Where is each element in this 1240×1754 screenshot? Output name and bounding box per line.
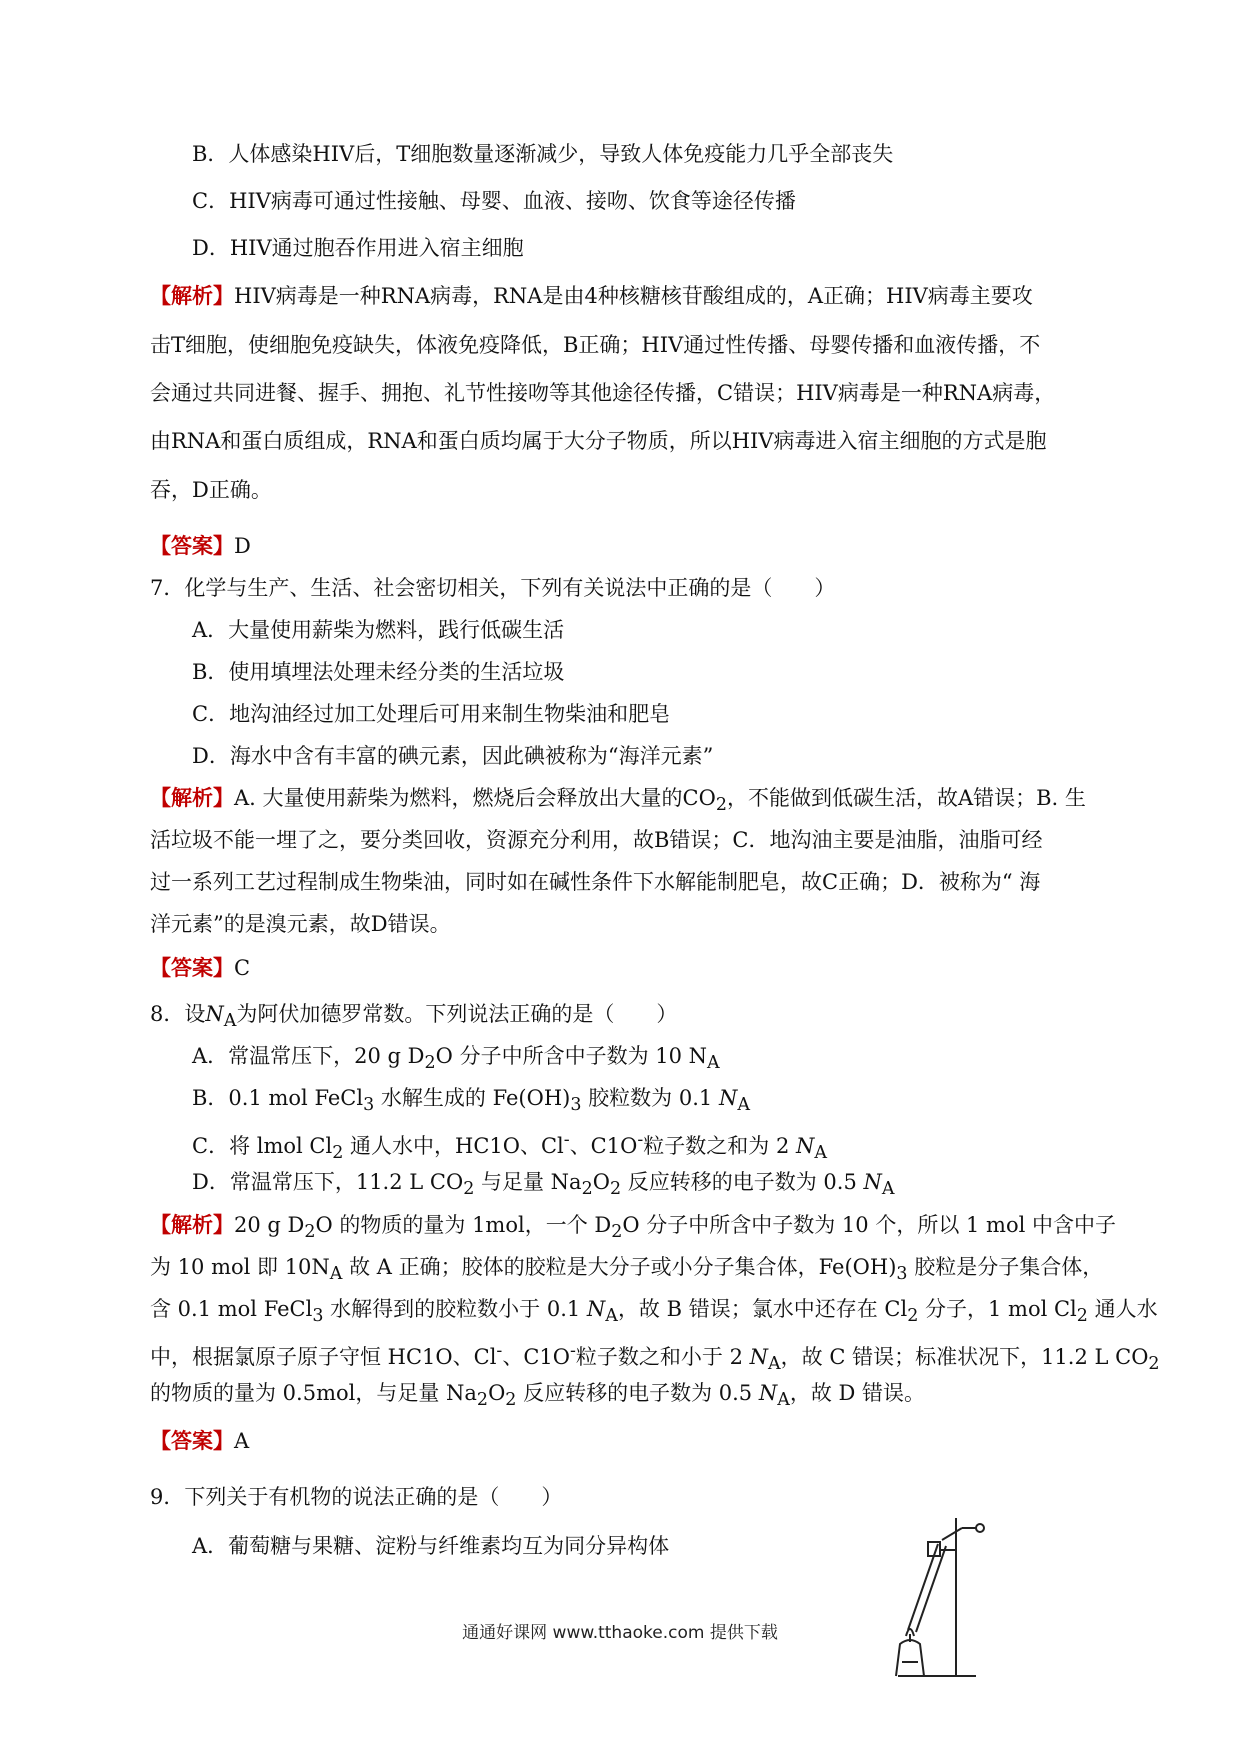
q6-analysis-line-4: 由RNA和蛋白质组成，RNA和蛋白质均属于大分子物质，所以HIV病毒进入宿主细胞的方式是胞 (150, 429, 1047, 453)
q7-analysis-line-1 (150, 783, 1086, 820)
q8-analysis-line-2: 为 10 mol 即 $10N_A$ 故 A 正确；胶体的胶粒是大分子或小分子集合体，$Fe(OH)_3$ 胶粒是分子集合体， (150, 1255, 1104, 1285)
analysis-tag: 【解析】 (150, 785, 234, 810)
q8-stem-na: N (205, 1002, 224, 1026)
q9-stem: 9．下列关于有机物的说法正确的是（ ） (150, 1485, 563, 1509)
lab-apparatus-illustration (858, 1512, 1008, 1680)
q6-option-b: B．人体感染HIV后，T细胞数量逐渐减少，导致人体免疫能力几乎全部丧失 (192, 142, 894, 166)
footer-download-note: 通通好课网 www.tthaoke.com 提供下载 (462, 1623, 778, 1643)
q6-analysis-line-2: 击T细胞，使细胞免疫缺失，体液免疫降低，B正确；HIV通过性传播、母婴传播和血液传播，不 (150, 333, 1041, 357)
q7-option-c: C．地沟油经过加工处理后可用来制生物柴油和肥皂 (192, 702, 671, 726)
q8-analysis-line-1: 【解析】20 g $D_2O$ 的物质的量为 1mol，一个 $D_2O$ 分子中所含中子数为 10 个，所以 1 mol 中含中子 (150, 1212, 1116, 1243)
q7-stem: 7．化学与生产、生活、社会密切相关，下列有关说法中正确的是（ ） (150, 576, 836, 600)
answer-tag: 【答案】 (150, 955, 234, 980)
q6-answer-value: D (234, 534, 251, 558)
q7-analysis-text-1a: A. 大量使用薪柴为燃料，燃烧后会释放出大量的CO (234, 786, 716, 810)
analysis-tag: 【解析】 (150, 283, 234, 308)
q8-option-a: A．常温常压下，20 g $D_2O$ 分子中所含中子数为 10 $N_A$ (192, 1044, 720, 1074)
q6-analysis-line-5: 吞，D正确。 (150, 478, 272, 502)
q7-option-d: D．海水中含有丰富的碘元素，因此碘被称为“海洋元素” (192, 744, 714, 768)
q7-analysis-text-1b: ，不能做到低碳生活，故A错误；B. 生 (726, 786, 1086, 810)
q8-stem (150, 999, 677, 1036)
q8-analysis-line-5: 的物质的量为 0.5mol，与足量 $Na_2O_2$ 反应转移的电子数为 0.5 $N_A$，故 D 错误。 (150, 1381, 926, 1411)
q6-analysis-line-1 (150, 281, 1033, 311)
q8-option-c: C．将 lmol $Cl_2$ 通人水中，HC1O、Cl-、C1O-粒子数之和为 2 $N_A$ (192, 1130, 827, 1164)
q7-answer (150, 953, 250, 983)
q7-analysis-line-3: 过一系列工艺过程制成生物柴油，同时如在碱性条件下水解能制肥皂，故C正确；D．被称为“ 海 (150, 870, 1041, 894)
q8-analysis-line-3: 含 0.1 mol FeCl$_3$ 水解得到的胶粒数小于 0.1 $N_A$，故 B 错误；氯水中还存在 $Cl_2$ 分子，1 mol $Cl_2$ 通人水 (150, 1297, 1158, 1327)
q7-option-a: A．大量使用薪柴为燃料，践行低碳生活 (192, 618, 565, 642)
q8-stem-pre: 8．设 (150, 1002, 206, 1026)
q7-answer-value: C (234, 956, 251, 980)
q8-answer (150, 1426, 249, 1456)
q6-option-d: D．HIV通过胞吞作用进入宿主细胞 (192, 236, 524, 260)
q6-option-c: C．HIV病毒可通过性接触、母婴、血液、接吻、饮食等途径传播 (192, 189, 796, 213)
q6-answer (150, 531, 251, 561)
subscript: 2 (715, 795, 727, 816)
q6-analysis-text-1: HIV病毒是一种RNA病毒，RNA是由4种核糖核苷酸组成的，A正确；HIV病毒主要攻 (234, 284, 1033, 308)
analysis-tag: 【解析】 (150, 1212, 234, 1237)
q8-stem-post: 为阿伏加德罗常数。下列说法正确的是（ ） (236, 1002, 678, 1026)
q8-analysis-line-4: 中，根据氯原子原子守恒 HC1O、Cl-、C1O-粒子数之和小于 2 $N_A$，故 C 错误；标准状况下，11.2 L $CO_2$ (150, 1341, 1160, 1375)
answer-tag: 【答案】 (150, 533, 234, 558)
q7-analysis-line-4: 洋元素”的是溴元素，故D错误。 (150, 912, 451, 936)
q8-answer-value: A (234, 1429, 250, 1453)
q7-option-b: B．使用填埋法处理未经分类的生活垃圾 (192, 660, 565, 684)
q6-analysis-line-3: 会通过共同进餐、握手、拥抱、礼节性接吻等其他途径传播，C错误；HIV病毒是一种RNA病毒， (150, 381, 1056, 405)
q8-option-d: D．常温常压下，11.2 L $CO_2$ 与足量 $Na_2O_2$ 反应转移的电子数为 0.5 $N_A$ (192, 1170, 895, 1200)
q8-option-b: B．0.1 mol FeCl$_3$ 水解生成的 $Fe(OH)_3$ 胶粒数为 0.1 $N_A$ (192, 1086, 750, 1116)
subscript: A (223, 1011, 237, 1032)
q9-option-a: A．葡萄糖与果糖、淀粉与纤维素均互为同分异构体 (192, 1534, 670, 1558)
answer-tag: 【答案】 (150, 1428, 234, 1453)
q7-analysis-line-2: 活垃圾不能一埋了之，要分类回收，资源充分利用，故B错误；C．地沟油主要是油脂，油脂可经 (150, 828, 1043, 852)
